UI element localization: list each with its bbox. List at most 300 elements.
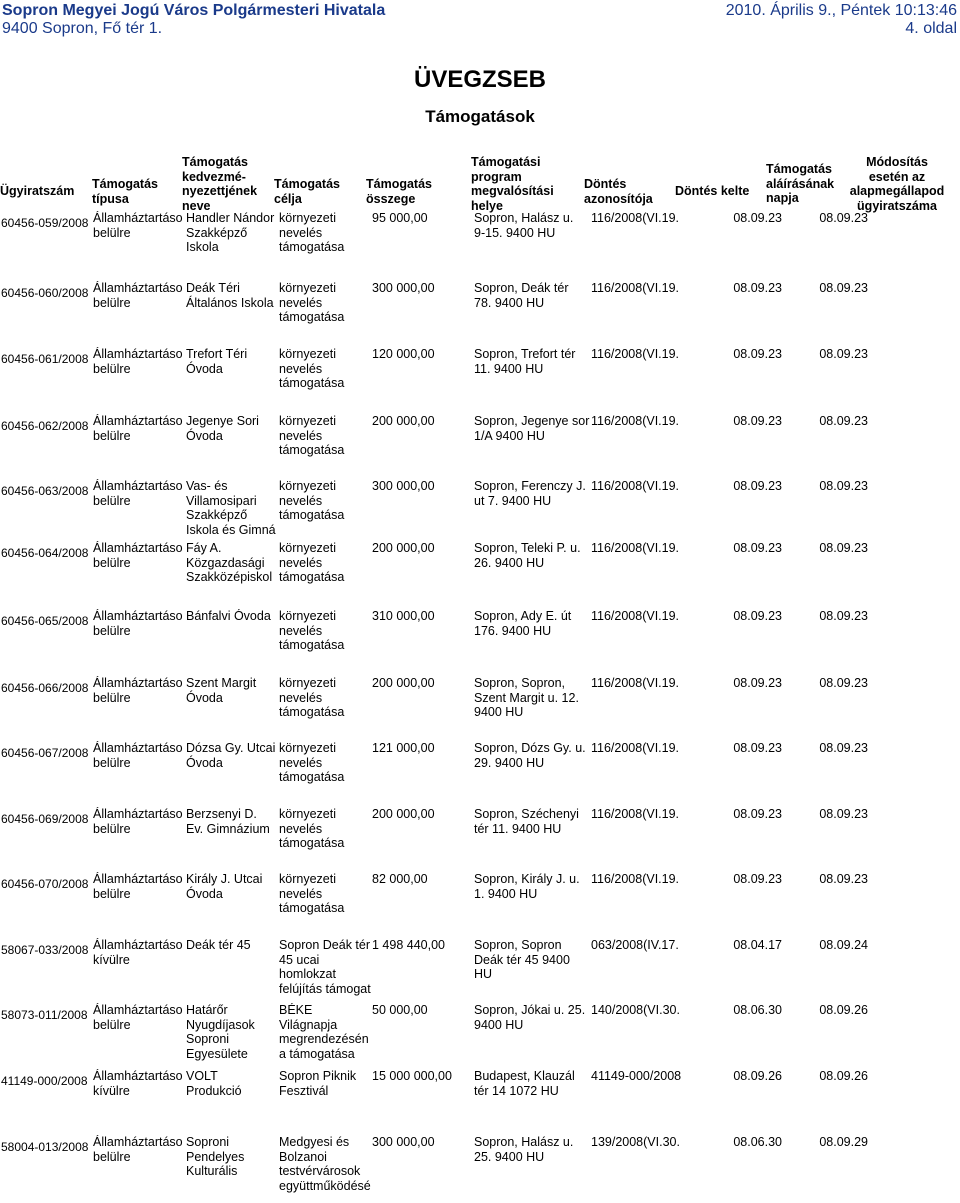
support-type: [93, 676, 185, 705]
support-type-line: Államháztartáso: [93, 1003, 183, 1017]
column-header-line: Módosítás: [866, 155, 928, 169]
program-place-line: Sopron, Deák tér: [474, 281, 569, 295]
beneficiary-name-line: Óvoda: [186, 361, 223, 376]
program-place: [474, 741, 591, 770]
support-goal-line: testvérvárosok: [279, 1164, 361, 1178]
print-datetime: 2010. Április 9., Péntek 10:13:46: [725, 2, 957, 19]
support-type: [93, 1003, 185, 1032]
support-goal: [279, 479, 371, 523]
program-place-line: 25. 9400 HU: [474, 1149, 545, 1164]
support-type: [93, 807, 185, 836]
signing-date: 08.09.23: [819, 347, 868, 361]
case-number: 60456-063/2008: [1, 484, 89, 498]
column-header-line: neve: [182, 198, 211, 213]
decision-date: 08.09.23: [733, 281, 782, 295]
beneficiary-name-line: Vas- és: [186, 479, 228, 493]
support-type-line: Államháztartáso: [93, 741, 183, 755]
support-type-line: belülre: [93, 623, 131, 638]
decision-date: 08.09.23: [733, 414, 782, 428]
column-header-line: nyezettjének: [182, 184, 258, 198]
support-type: [93, 281, 185, 310]
program-place: [474, 807, 591, 836]
decision-id: 116/2008(VI.19.: [591, 872, 680, 886]
beneficiary-name-line: Deák tér 45: [186, 938, 251, 952]
case-number: 41149-000/2008: [1, 1074, 88, 1088]
support-type-line: Államháztartáso: [93, 609, 183, 623]
decision-date: 08.09.23: [733, 741, 782, 755]
program-place: [474, 938, 591, 982]
support-type-line: belülre: [93, 690, 131, 705]
program-place-line: Sopron, Trefort tér: [474, 347, 576, 361]
support-type-line: belülre: [93, 361, 131, 376]
program-place-line: Sopron, Jegenye sor: [474, 414, 590, 428]
decision-date: 08.09.23: [733, 676, 782, 690]
support-goal: [279, 211, 371, 255]
signing-date: 08.09.26: [819, 1003, 868, 1017]
support-type-line: belülre: [93, 225, 131, 240]
support-goal: [279, 1135, 371, 1193]
support-goal-line: környezeti: [279, 211, 336, 225]
support-amount: 200 000,00: [372, 414, 435, 428]
support-type: [93, 1135, 185, 1164]
beneficiary-name-line: Szent Margit: [186, 676, 257, 690]
program-place-line: Sopron, Széchenyi: [474, 807, 579, 821]
program-place-line: Deák tér 45 9400: [474, 952, 570, 967]
program-place-line: Sopron, Ferenczy J.: [474, 479, 586, 493]
support-goal-line: megrendezésén: [279, 1032, 369, 1046]
case-number: 60456-062/2008: [1, 419, 89, 433]
support-goal-line: a támogatása: [279, 1046, 355, 1061]
org-name: Sopron Megyei Jogú Város Polgármesteri Hivatala: [2, 2, 386, 19]
beneficiary-name-line: Dózsa Gy. Utcai: [186, 741, 276, 755]
column-header-line: kedvezmé-: [182, 169, 246, 184]
support-type-line: Államháztartáso: [93, 347, 183, 361]
column-header-line: ügyiratszáma: [857, 198, 937, 213]
program-place-line: 9-15. 9400 HU: [474, 225, 556, 240]
support-amount: 300 000,00: [372, 1135, 435, 1149]
case-number: 60456-059/2008: [1, 216, 89, 230]
support-type-line: Államháztartáso: [93, 872, 183, 886]
signing-date: 08.09.23: [819, 414, 868, 428]
support-type-line: kívülre: [93, 952, 130, 967]
case-number: 60456-066/2008: [1, 681, 89, 695]
decision-id: 140/2008(VI.30.: [591, 1003, 680, 1017]
signing-date: 08.09.23: [819, 872, 868, 886]
page-header: [0, 0, 960, 40]
beneficiary-name: [186, 281, 278, 310]
beneficiary-name: [186, 741, 278, 770]
column-header-line: Támogatás: [366, 177, 432, 191]
support-goal-line: Fesztivál: [279, 1083, 329, 1098]
signing-date: 08.09.23: [819, 807, 868, 821]
program-place-line: Szent Margit u. 12.: [474, 690, 579, 705]
support-goal: [279, 281, 371, 325]
support-goal-line: támogatása: [279, 705, 345, 719]
program-place: [474, 872, 591, 901]
support-type: [93, 609, 185, 638]
support-goal-line: támogatása: [279, 638, 345, 652]
column-header-line: célja: [274, 191, 302, 206]
support-type-line: Államháztartáso: [93, 479, 183, 493]
decision-id: 116/2008(VI.19.: [591, 211, 680, 225]
support-amount: 95 000,00: [372, 211, 428, 225]
decision-id: 116/2008(VI.19.: [591, 741, 680, 755]
support-type: [93, 741, 185, 770]
beneficiary-name-line: Közgazdasági: [186, 555, 265, 570]
support-goal: [279, 1069, 371, 1098]
column-header: [766, 162, 834, 206]
support-goal: [279, 414, 371, 458]
column-header-line: program: [471, 169, 522, 184]
beneficiary-name-line: Óvoda: [186, 428, 223, 443]
program-place-line: Sopron, Sopron: [474, 938, 562, 952]
column-header-line: esetén az: [868, 169, 926, 184]
decision-date: 08.09.23: [733, 807, 782, 821]
decision-date: 08.09.23: [733, 872, 782, 886]
decision-id: 063/2008(IV.17.: [591, 938, 679, 952]
case-number: 60456-064/2008: [1, 546, 89, 560]
decision-id: 116/2008(VI.19.: [591, 479, 680, 493]
support-amount: 1 498 440,00: [372, 938, 445, 952]
decision-date: 08.04.17: [733, 938, 782, 952]
decision-date: 08.06.30: [733, 1003, 782, 1017]
support-type-line: belülre: [93, 886, 131, 901]
support-goal-line: környezeti: [279, 281, 336, 295]
support-type-line: Államháztartáso: [93, 541, 183, 555]
beneficiary-name-line: Bánfalvi Óvoda: [186, 609, 271, 623]
support-goal-line: támogatása: [279, 770, 345, 784]
support-type-line: Államháztartáso: [93, 676, 183, 690]
case-number: 58073-011/2008: [1, 1008, 88, 1022]
support-type-line: Államháztartáso: [93, 211, 183, 225]
decision-id: 116/2008(VI.19.: [591, 609, 680, 623]
program-place-line: tér 11. 9400 HU: [474, 821, 562, 836]
support-type: [93, 479, 185, 508]
program-place: [474, 1003, 591, 1032]
column-header-line: Támogatás: [274, 177, 340, 191]
column-header: [182, 155, 257, 213]
support-goal-line: környezeti: [279, 609, 336, 623]
beneficiary-name: [186, 807, 278, 836]
program-place-line: Sopron, Király J. u.: [474, 872, 580, 886]
support-goal: [279, 938, 371, 996]
signing-date: 08.09.23: [819, 609, 868, 623]
decision-id: 139/2008(VI.30.: [591, 1135, 680, 1149]
column-header-line: típusa: [92, 191, 129, 206]
support-goal: [279, 609, 371, 653]
support-goal: [279, 676, 371, 720]
column-header: [0, 184, 74, 199]
page-subtitle: Támogatások: [425, 107, 535, 126]
decision-date: 08.09.23: [733, 211, 782, 225]
column-header-line: napja: [766, 191, 799, 205]
column-header-line: aláírásának: [766, 176, 835, 191]
support-amount: 300 000,00: [372, 281, 435, 295]
support-type-line: belülre: [93, 295, 131, 310]
support-type-line: Államháztartáso: [93, 281, 183, 295]
program-place-line: Budapest, Klauzál: [474, 1069, 575, 1083]
beneficiary-name-line: Nyugdíjasok: [186, 1017, 255, 1032]
case-number: 60456-061/2008: [1, 352, 89, 366]
case-number: 60456-067/2008: [1, 746, 89, 760]
support-amount: 200 000,00: [372, 541, 435, 555]
support-goal-line: nevelés: [279, 361, 323, 376]
support-goal-line: nevelés: [279, 755, 323, 770]
beneficiary-name: [186, 211, 278, 255]
case-number: 60456-060/2008: [1, 286, 89, 300]
case-number: 60456-069/2008: [1, 812, 89, 826]
support-goal-line: nevelés: [279, 690, 323, 705]
support-type-line: belülre: [93, 555, 131, 570]
beneficiary-name-line: Pendelyes: [186, 1149, 245, 1164]
support-amount: 200 000,00: [372, 676, 435, 690]
signing-date: 08.09.26: [819, 1069, 868, 1083]
support-type: [93, 541, 185, 570]
program-place: [474, 479, 591, 508]
beneficiary-name-line: Trefort Téri: [186, 347, 248, 361]
support-type: [93, 211, 185, 240]
case-number: 60456-065/2008: [1, 614, 89, 628]
support-type-line: belülre: [93, 428, 131, 443]
support-type-line: Államháztartáso: [93, 1135, 183, 1149]
beneficiary-name-line: Egyesülete: [186, 1046, 248, 1061]
beneficiary-name: [186, 1135, 278, 1179]
column-header-line: összege: [366, 191, 416, 206]
program-place: [474, 211, 591, 240]
program-place-line: Sopron, Dózs Gy. u.: [474, 741, 586, 755]
program-place-line: 176. 9400 HU: [474, 623, 552, 638]
program-place-line: 9400 HU: [474, 705, 524, 719]
beneficiary-name: [186, 414, 278, 443]
beneficiary-name-line: Szakképző: [186, 225, 248, 240]
program-place-line: 11. 9400 HU: [474, 361, 544, 376]
case-number: 58067-033/2008: [1, 943, 89, 957]
support-goal: [279, 541, 371, 585]
signing-date: 08.09.23: [819, 741, 868, 755]
program-place: [474, 609, 591, 638]
support-goal-line: támogatása: [279, 508, 345, 522]
decision-id: 116/2008(VI.19.: [591, 541, 680, 555]
beneficiary-name-line: Óvoda: [186, 755, 223, 770]
beneficiary-name-line: Ev. Gimnázium: [186, 821, 270, 836]
decision-date: 08.09.23: [733, 347, 782, 361]
beneficiary-name-line: Óvoda: [186, 886, 223, 901]
support-type: [93, 1069, 185, 1098]
signing-date: 08.09.23: [819, 676, 868, 690]
support-goal-line: nevelés: [279, 295, 323, 310]
program-place-line: 26. 9400 HU: [474, 555, 545, 570]
support-type-line: belülre: [93, 821, 131, 836]
column-header-line: Döntés kelte: [675, 184, 750, 198]
decision-date: 08.09.26: [733, 1069, 782, 1083]
program-place-line: 29. 9400 HU: [474, 755, 545, 770]
support-goal-line: Medgyesi és: [279, 1135, 350, 1149]
beneficiary-name-line: Jegenye Sori: [186, 414, 259, 428]
beneficiary-name: [186, 347, 278, 376]
support-goal-line: nevelés: [279, 493, 323, 508]
beneficiary-name: [186, 1069, 278, 1098]
beneficiary-name: [186, 676, 278, 705]
beneficiary-name: [186, 938, 278, 953]
program-place-line: ut 7. 9400 HU: [474, 493, 552, 508]
support-amount: 300 000,00: [372, 479, 435, 493]
support-goal-line: felújítás támogat: [279, 981, 371, 996]
support-type-line: kívülre: [93, 1083, 130, 1098]
decision-id: 116/2008(VI.19.: [591, 281, 680, 295]
beneficiary-name-line: Szakképző: [186, 508, 248, 522]
column-header: [675, 184, 749, 199]
beneficiary-name-line: Villamosipari: [186, 493, 257, 508]
beneficiary-name-line: Berzsenyi D.: [186, 807, 257, 821]
column-header-line: helye: [471, 198, 503, 213]
decision-date: 08.09.23: [733, 541, 782, 555]
column-header: [366, 177, 432, 206]
program-place: [474, 281, 591, 310]
decision-id: 41149-000/2008: [591, 1069, 682, 1083]
program-place: [474, 1135, 591, 1164]
support-goal-line: támogatása: [279, 240, 345, 254]
support-type-line: Államháztartáso: [93, 807, 183, 821]
support-goal-line: környezeti: [279, 479, 336, 493]
column-header: [471, 155, 554, 213]
program-place: [474, 541, 591, 570]
program-place-line: Sopron, Teleki P. u.: [474, 541, 581, 555]
decision-id: 116/2008(VI.19.: [591, 676, 680, 690]
support-goal-line: Sopron Piknik: [279, 1069, 357, 1083]
program-place-line: 1/A 9400 HU: [474, 428, 545, 443]
beneficiary-name-line: Iskola és Gimná: [186, 522, 276, 537]
support-goal-line: környezeti: [279, 872, 336, 886]
program-place: [474, 347, 591, 376]
column-header: [274, 177, 340, 206]
support-goal-line: környezeti: [279, 807, 336, 821]
support-type: [93, 347, 185, 376]
decision-date: 08.09.23: [733, 609, 782, 623]
beneficiary-name-line: Fáy A.: [186, 541, 222, 555]
support-goal: [279, 741, 371, 785]
beneficiary-name-line: Király J. Utcai: [186, 872, 263, 886]
support-amount: 310 000,00: [372, 609, 435, 623]
support-goal: [279, 347, 371, 391]
column-header-line: azonosítója: [584, 191, 653, 206]
beneficiary-name-line: Soproni: [186, 1135, 230, 1149]
support-type-line: belülre: [93, 755, 131, 770]
support-goal-line: környezeti: [279, 541, 336, 555]
beneficiary-name-line: Általános Iskola: [186, 295, 274, 310]
column-header-line: alapmegállapod: [849, 184, 945, 198]
support-goal-line: nevelés: [279, 428, 323, 443]
program-place-line: Sopron, Halász u.: [474, 211, 574, 225]
case-number: 58004-013/2008: [1, 1140, 89, 1154]
page-title: ÜVEGZSEB: [413, 66, 547, 93]
support-goal-line: 45 ucai: [279, 952, 320, 967]
signing-date: 08.09.24: [819, 938, 868, 952]
program-place-line: Sopron, Sopron,: [474, 676, 566, 690]
support-goal-line: támogatása: [279, 443, 345, 457]
case-number: 60456-070/2008: [1, 877, 89, 891]
signing-date: 08.09.23: [819, 281, 868, 295]
signing-date: 08.09.23: [819, 479, 868, 493]
beneficiary-name-line: Deák Téri: [186, 281, 240, 295]
support-goal-line: Bolzanoi: [279, 1149, 327, 1164]
column-header: [838, 155, 956, 213]
column-header-line: megvalósítási: [471, 184, 554, 198]
support-goal: [279, 807, 371, 851]
org-address: 9400 Sopron, Fő tér 1.: [2, 20, 163, 37]
support-type: [93, 872, 185, 901]
support-amount: 200 000,00: [372, 807, 435, 821]
column-header-line: Támogatás: [766, 162, 832, 176]
column-header-line: Támogatás: [92, 177, 158, 191]
signing-date: 08.09.29: [819, 1135, 868, 1149]
support-goal-line: támogatása: [279, 901, 345, 915]
decision-date: 08.06.30: [733, 1135, 782, 1149]
support-goal-line: támogatása: [279, 310, 345, 324]
support-amount: 15 000 000,00: [372, 1069, 452, 1083]
support-type-line: Államháztartáso: [93, 1069, 183, 1083]
beneficiary-name: [186, 541, 278, 585]
column-header-line: Ügyiratszám: [0, 184, 75, 198]
beneficiary-name-line: Produkció: [186, 1083, 242, 1098]
signing-date: 08.09.23: [819, 541, 868, 555]
program-place-line: Sopron, Halász u.: [474, 1135, 574, 1149]
support-goal-line: nevelés: [279, 555, 323, 570]
program-place: [474, 676, 591, 720]
program-place-line: HU: [474, 967, 493, 981]
support-type-line: Államháztartáso: [93, 938, 183, 952]
signing-date: 08.09.23: [819, 211, 868, 225]
beneficiary-name-line: Iskola: [186, 240, 219, 254]
column-header-line: Döntés: [584, 177, 627, 191]
support-goal-line: környezeti: [279, 741, 336, 755]
beneficiary-name-line: VOLT: [186, 1069, 218, 1083]
support-amount: 82 000,00: [372, 872, 428, 886]
support-goal: [279, 872, 371, 916]
support-goal-line: nevelés: [279, 225, 323, 240]
page-number: 4. oldal: [905, 20, 957, 37]
column-header-line: Támogatási: [471, 155, 541, 169]
support-goal-line: támogatása: [279, 570, 345, 584]
support-goal-line: Világnapja: [279, 1017, 338, 1032]
support-goal-line: BÉKE: [279, 1003, 313, 1017]
program-place: [474, 1069, 591, 1098]
beneficiary-name-line: Óvoda: [186, 690, 223, 705]
support-amount: 121 000,00: [372, 741, 435, 755]
program-place-line: Sopron, Jókai u. 25.: [474, 1003, 586, 1017]
program-place-line: Sopron, Ady E. út: [474, 609, 572, 623]
beneficiary-name: [186, 1003, 278, 1061]
support-type: [93, 414, 185, 443]
column-header-line: Támogatás: [182, 155, 248, 169]
decision-id: 116/2008(VI.19.: [591, 347, 680, 361]
support-goal-line: támogatása: [279, 836, 345, 850]
beneficiary-name: [186, 609, 278, 624]
program-place-line: 78. 9400 HU: [474, 295, 545, 310]
support-type-line: belülre: [93, 1017, 131, 1032]
support-goal-line: nevelés: [279, 821, 323, 836]
decision-id: 116/2008(VI.19.: [591, 414, 680, 428]
support-goal-line: környezeti: [279, 347, 336, 361]
beneficiary-name-line: Kulturális: [186, 1164, 238, 1178]
support-goal-line: együttműködésé: [279, 1178, 371, 1193]
support-type-line: belülre: [93, 1149, 131, 1164]
program-place-line: tér 14 1072 HU: [474, 1083, 559, 1098]
support-goal-line: környezeti: [279, 414, 336, 428]
program-place-line: 9400 HU: [474, 1017, 524, 1032]
support-goal-line: környezeti: [279, 676, 336, 690]
support-type-line: belülre: [93, 493, 131, 508]
support-goal: [279, 1003, 371, 1061]
